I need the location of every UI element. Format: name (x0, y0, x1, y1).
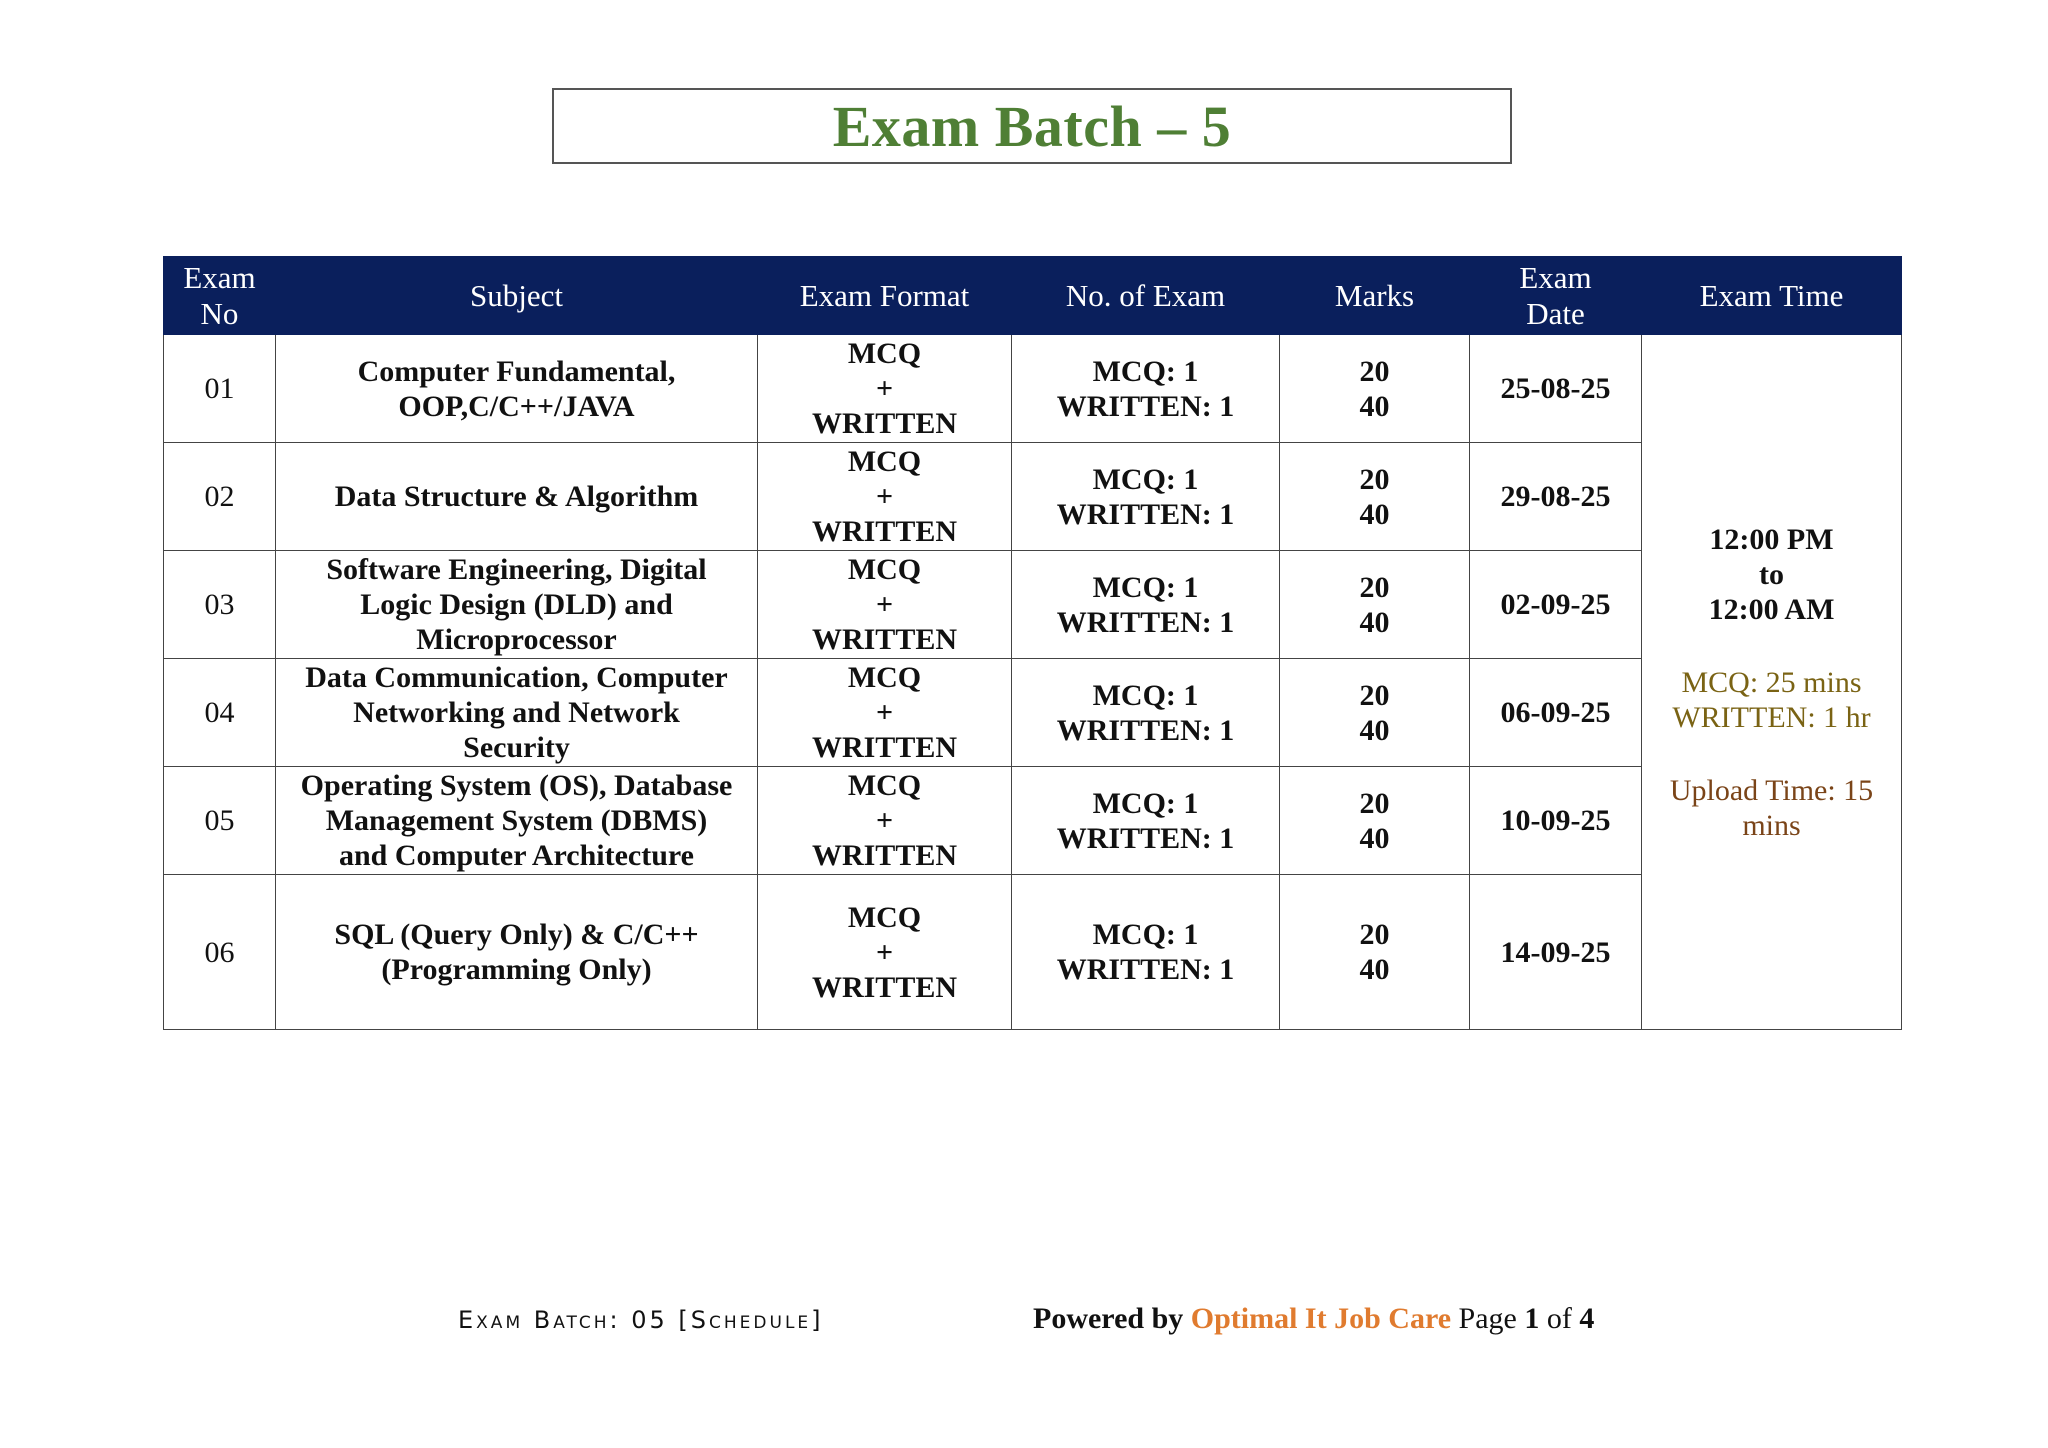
cell-exam-date: 14-09-25 (1470, 875, 1642, 1030)
cell-no-of-exam: MCQ: 1 WRITTEN: 1 (1012, 875, 1280, 1030)
upload-time: Upload Time: 15 mins (1669, 773, 1874, 842)
table-row (164, 443, 1902, 551)
cell-exam-no: 01 (164, 335, 276, 443)
cell-marks: 20 40 (1280, 335, 1470, 443)
footer-credit (1033, 1302, 1594, 1336)
cell-exam-format: MCQ + WRITTEN (758, 875, 1012, 1030)
cell-marks: 20 40 (1280, 659, 1470, 767)
header-marks: Marks (1280, 257, 1470, 335)
cell-exam-time (1642, 335, 1902, 1030)
cell-subject: SQL (Query Only) & C/C++ (Programming Only) (276, 875, 758, 1030)
cell-exam-no: 05 (164, 767, 276, 875)
cell-exam-no: 02 (164, 443, 276, 551)
cell-exam-format: MCQ + WRITTEN (758, 335, 1012, 443)
cell-exam-date: 10-09-25 (1470, 767, 1642, 875)
cell-exam-date: 29-08-25 (1470, 443, 1642, 551)
cell-exam-date: 25-08-25 (1470, 335, 1642, 443)
page-indicator: Page 1 of 4 (1458, 1302, 1595, 1335)
table-row (164, 875, 1902, 1030)
table-row (164, 335, 1902, 443)
cell-no-of-exam: MCQ: 1 WRITTEN: 1 (1012, 335, 1280, 443)
cell-exam-no: 04 (164, 659, 276, 767)
cell-marks: 20 40 (1280, 551, 1470, 659)
header-subject: Subject (276, 257, 758, 335)
cell-exam-format: MCQ + WRITTEN (758, 767, 1012, 875)
header-exam-time: Exam Time (1642, 257, 1902, 335)
cell-marks: 20 40 (1280, 767, 1470, 875)
cell-no-of-exam: MCQ: 1 WRITTEN: 1 (1012, 767, 1280, 875)
header-no-of-exam: No. of Exam (1012, 257, 1280, 335)
cell-exam-format: MCQ + WRITTEN (758, 443, 1012, 551)
table-row (164, 767, 1902, 875)
cell-no-of-exam: MCQ: 1 WRITTEN: 1 (1012, 443, 1280, 551)
cell-subject: Data Structure & Algorithm (276, 443, 758, 551)
header-exam-format: Exam Format (758, 257, 1012, 335)
exam-duration: MCQ: 25 mins WRITTEN: 1 hr (1672, 665, 1871, 734)
header-exam-date: Exam Date (1470, 257, 1642, 335)
cell-exam-no: 06 (164, 875, 276, 1030)
page-title: Exam Batch – 5 (832, 93, 1232, 159)
cell-subject: Data Communication, Computer Networking and Network Security (276, 659, 758, 767)
table-row (164, 659, 1902, 767)
header-exam-no: Exam No (164, 257, 276, 335)
title-box (552, 88, 1512, 164)
cell-exam-format: MCQ + WRITTEN (758, 551, 1012, 659)
cell-no-of-exam: MCQ: 1 WRITTEN: 1 (1012, 551, 1280, 659)
cell-subject: Operating System (OS), Database Management System (DBMS) and Computer Architecture (276, 767, 758, 875)
brand-name: Optimal It Job Care (1190, 1302, 1452, 1335)
cell-no-of-exam: MCQ: 1 WRITTEN: 1 (1012, 659, 1280, 767)
table-header-row (164, 257, 1902, 335)
cell-marks: 20 40 (1280, 875, 1470, 1030)
cell-subject: Computer Fundamental, OOP,C/C++/JAVA (276, 335, 758, 443)
table-row (164, 551, 1902, 659)
cell-exam-date: 02-09-25 (1470, 551, 1642, 659)
cell-exam-format: MCQ + WRITTEN (758, 659, 1012, 767)
footer (0, 1302, 2048, 1346)
cell-marks: 20 40 (1280, 443, 1470, 551)
table-body (164, 335, 1902, 1030)
cell-subject: Software Engineering, Digital Logic Design (DLD) and Microprocessor (276, 551, 758, 659)
footer-batch-label: Exam Batch: 05 [Schedule] (458, 1306, 824, 1334)
powered-by-text: Powered by (1033, 1302, 1184, 1335)
exam-schedule-table (163, 256, 1902, 1030)
exam-time-range: 12:00 PM to 12:00 AM (1708, 522, 1835, 626)
cell-exam-date: 06-09-25 (1470, 659, 1642, 767)
cell-exam-no: 03 (164, 551, 276, 659)
